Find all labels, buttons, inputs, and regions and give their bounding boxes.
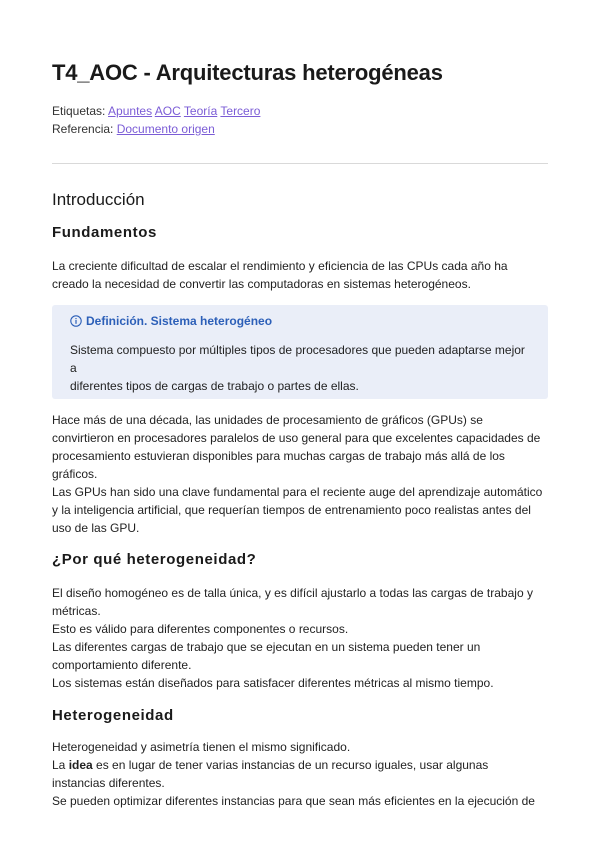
tag-link-apuntes[interactable]: Apuntes [108,104,153,118]
subsection-heading-fundamentos: Fundamentos [52,224,157,241]
text-fragment: La [52,758,69,772]
text-line: instancias diferentes. [52,776,165,790]
tag-link-teoria[interactable]: Teoría [183,104,218,118]
text-line: Esto es válido para diferentes componentes o recursos. [52,622,349,636]
tag-link-tercero[interactable]: Tercero [220,104,261,118]
divider [52,163,548,164]
text-line: Se pueden optimizar diferentes instancias para que sean más eficientes en la ejecución de [52,794,535,808]
subsection-heading-heterogeneidad: Heterogeneidad [52,707,174,724]
text-line: diferentes tipos de cargas de trabajo o partes de ellas. [70,379,359,393]
callout-title-text: Definición. Sistema heterogéneo [86,314,273,328]
text-fragment: es en lugar de tener varias instancias de un recurso iguales, usar algunas [92,758,489,772]
text-line: gráficos. [52,467,98,481]
bold-term: idea [68,758,93,772]
text-line: procesamiento estuvieran disponibles para muchas cargas de trabajo más allá de los [52,449,505,463]
page-title: T4_AOC - Arquitecturas heterogéneas [52,60,443,85]
text-line: creado la necesidad de convertir las computadoras en sistemas heterogéneos. [52,277,471,291]
tags-label: Etiquetas: [52,104,106,118]
callout-title [70,314,272,328]
subsection-heading-por-que: ¿Por qué heterogeneidad? [52,551,257,568]
text-line: uso de las GPU. [52,521,140,535]
reference-link[interactable]: Documento origen [116,122,215,136]
text-line: comportamiento diferente. [52,658,192,672]
tags-row [52,104,260,118]
text-line: Las diferentes cargas de trabajo que se ejecutan en un sistema pueden tener un [52,640,481,654]
section-heading-introduccion: Introducción [52,190,145,209]
text-line: métricas. [52,604,101,618]
text-line: La creciente dificultad de escalar el rendimiento y eficiencia de las CPUs cada año ha [52,259,508,273]
text-line: y la inteligencia artificial, que requerían tiempos de entrenamiento poco realistas antes del [52,503,531,517]
text-line: Hace más de una década, las unidades de procesamiento de gráficos (GPUs) se [52,413,483,427]
text-line: Sistema compuesto por múltiples tipos de procesadores que pueden adaptarse mejor a [70,343,525,375]
info-icon [70,315,82,327]
text-line: El diseño homogéneo es de talla única, y es difícil ajustarlo a todas las cargas de trabajo y [52,586,533,600]
paragraph [52,257,548,293]
text-line: Heterogeneidad y asimetría tienen el mismo significado. [52,740,351,754]
paragraph [52,738,548,810]
callout-body [70,341,532,395]
paragraph [52,411,548,537]
reference-label: Referencia: [52,122,114,136]
text-line: Los sistemas están diseñados para satisfacer diferentes métricas al mismo tiempo. [52,676,494,690]
paragraph [52,584,548,692]
text-line: Las GPUs han sido una clave fundamental para el reciente auge del aprendizaje automático [52,485,543,499]
definition-callout [52,305,548,399]
reference-row [52,122,215,136]
tag-link-aoc[interactable]: AOC [154,104,181,118]
text-line: convirtieron en procesadores paralelos de uso general para que excelentes capacidades de [52,431,541,445]
